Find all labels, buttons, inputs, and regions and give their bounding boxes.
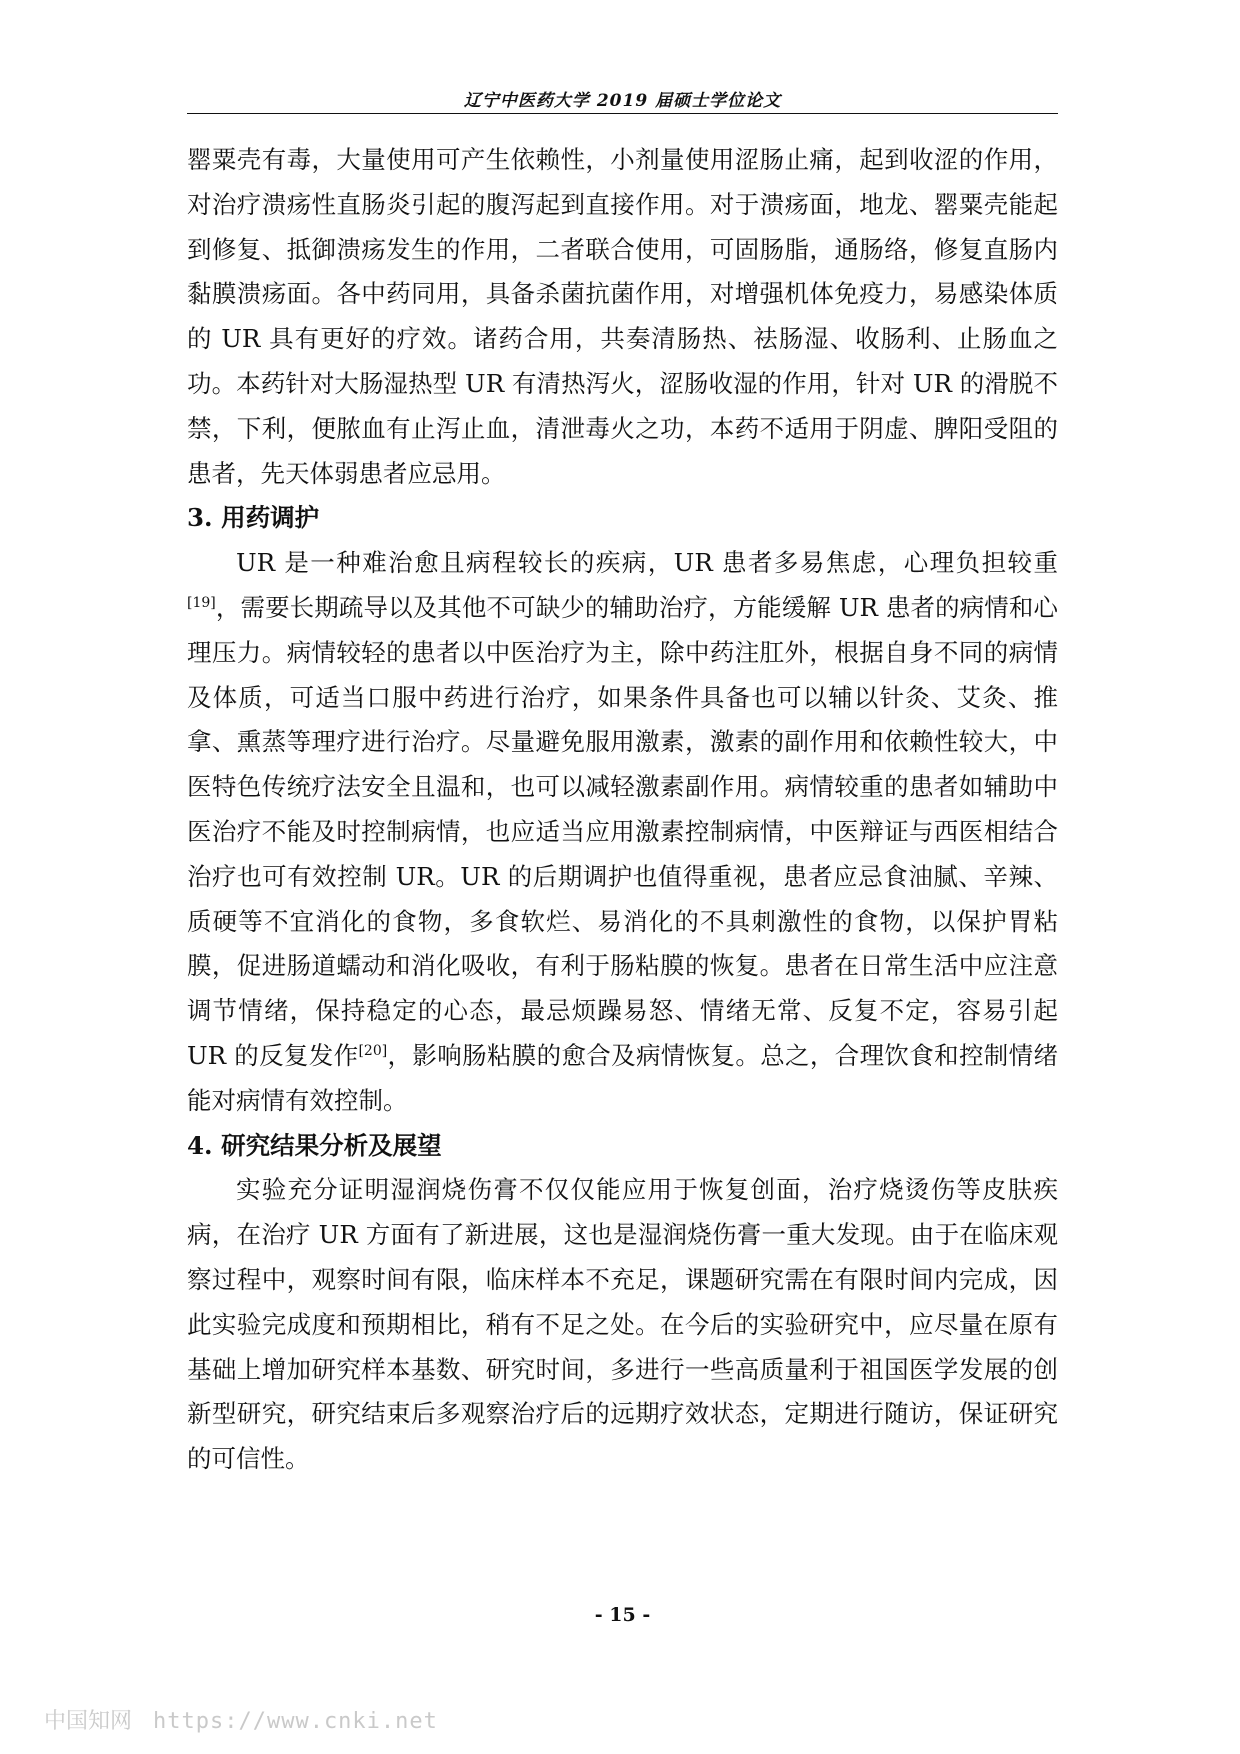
- citation-19[interactable]: [19]: [187, 594, 216, 611]
- paragraph-text: ，需要长期疏导以及其他不可缺少的辅助治疗，方能缓解 UR 患者的病情和心理压力。病情较轻的患者以中医治疗为主，除中药注肛外，根据自身不同的病情及体质，可适当口服中药进行治疗，如果条件具备也可以辅以针灸、艾灸、推拿、熏蒸等理疗进行治疗。尽量避免服用激素，激素的副作用和依赖性较大，中医特色传统疗法安全且温和，也可以减轻激素副作用。病情较重的患者如辅助中医治疗不能及时控制病情，也应适当应用激素控制病情，中医辩证与西医相结合治疗也可有效控制 UR。UR 的后期调护也值得重视，患者应忌食油腻、辛辣、质硬等不宜消化的食物，多食软烂、易消化的不具刺激性的食物，以保护胃粘膜，促进肠道蠕动和消化吸收，有利于肠粘膜的恢复。患者在日常生活中应注意调节情绪，保持稳定的心态，最忌烦躁易怒、情绪无常、反复不定，容易引起 UR 的反复发作: [187, 592, 1058, 1070]
- section-heading-medication-care: 3. 用药调护: [187, 503, 320, 533]
- running-header: 辽宁中医药大学 2019 届硕士学位论文: [463, 91, 782, 111]
- section-heading-results-outlook: 4. 研究结果分析及展望: [187, 1130, 442, 1160]
- paragraph-medication-care: [187, 541, 1058, 1123]
- cnki-watermark: [44, 1704, 438, 1735]
- paragraph-text: ，影响肠粘膜的愈合及病情恢复。总之，合理饮食和控制情绪能对病情有效控制。: [187, 1040, 1058, 1115]
- header-divider: [187, 113, 1058, 114]
- paragraph-herb-effects: 罂粟壳有毒，大量使用可产生依赖性，小剂量使用涩肠止痛，起到收涩的作用，对治疗溃疡性直肠炎引起的腹泻起到直接作用。对于溃疡面，地龙、罂粟壳能起到修复、抵御溃疡发生的作用，二者联合使用，可固肠脂，通肠络，修复直肠内黏膜溃疡面。各中药同用，具备杀菌抗菌作用，对增强机体免疫力，易感染体质的 UR 具有更好的疗效。诸药合用，共奏清肠热、祛肠湿、收肠利、止肠血之功。本药针对大肠湿热型 UR 有清热泻火，涩肠收湿的作用，针对 UR 的滑脱不禁，下利，便脓血有止泻止血，清泄毒火之功，本药不适用于阴虚、脾阳受阻的患者，先天体弱患者应忌用。: [187, 145, 1058, 488]
- paragraph-text: UR 是一种难治愈且病程较长的疾病，UR 患者多易焦虑，心理负担较重: [236, 548, 1058, 578]
- page-content: [187, 138, 1058, 1482]
- watermark-brand: 中国知网: [44, 1709, 133, 1734]
- paragraph-results-outlook: 实验充分证明湿润烧伤膏不仅仅能应用于恢复创面，治疗烧烫伤等皮肤疾病，在治疗 UR 方面有了新进展，这也是湿润烧伤膏一重大发现。由于在临床观察过程中，观察时间有限，临床样本不充足，课题研究需在有限时间内完成，因此实验完成度和预期相比，稍有不足之处。在今后的实验研究中，应尽量在原有基础上增加研究样本基数、研究时间，多进行一些高质量利于祖国医学发展的创新型研究，研究结束后多观察治疗后的远期疗效状态，定期进行随访，保证研究的可信性。: [187, 1175, 1058, 1474]
- watermark-url: https://www.cnki.net: [153, 1709, 438, 1734]
- page-number: - 15 -: [594, 1604, 651, 1626]
- citation-20[interactable]: [20]: [358, 1042, 388, 1059]
